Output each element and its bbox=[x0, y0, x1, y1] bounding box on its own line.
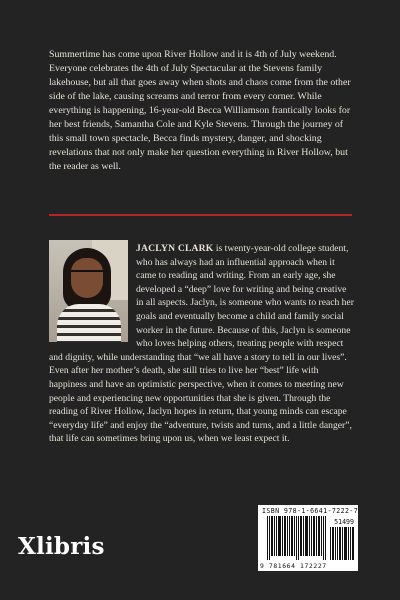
isbn-barcode bbox=[258, 505, 358, 571]
price-addon-bars bbox=[330, 527, 354, 560]
book-blurb: Summertime has come upon River Hollow and it is 4th of July weekend. Everyone celebrates the 4th of July Spectacular at the Stevens family lakehouse, but all that goes away when shots and chaos come from the other side of the lake, causing screams and terror from every corner. While everything is happening, 16-year-old Becca Williamson frantically looks for her best friends, Samantha Cole and Kyle Stevens. Through the journey of this small town spectacle, Becca finds mystery, danger, and shocking revelations that not only make her question everything in River Hollow, but the reader as well. bbox=[49, 49, 351, 172]
price-code: 51499 bbox=[334, 518, 354, 526]
photo-spacer bbox=[49, 242, 128, 345]
red-divider-rule bbox=[49, 214, 352, 216]
barcode-digits: 9 781664 172227 bbox=[260, 562, 327, 570]
ean-barcode-bars bbox=[267, 516, 327, 560]
author-bio bbox=[49, 242, 354, 446]
author-bio-text: is twenty-year-old college student, who has always had an influential approach when it came to reading and writing. From an early age, she developed a “deep” love for writing and being creative in all aspects. Jaclyn, is someone who wants to reach her goals and eventually become a child and family social worker in the future. Because of this, Jaclyn is someone who loves helping others, treating people with respect and dignity, while understanding that “we all have a story to tell in our lives”. Even after her mother’s death, she still tries to live her “best” life with happiness and have an optimistic perspective, when it comes to meeting new people and experiencing new opportunities that she is given. Through the reading of River Hollow, Jaclyn hopes in return, that young minds can escape “everyday life” and enjoy the “adventure, twists and turns, and a little danger”, that life can sometimes bring upon us, when we least expect it. bbox=[49, 243, 354, 445]
author-name: JACLYN CLARK bbox=[136, 243, 214, 254]
publisher-logo: Xlibris bbox=[18, 533, 105, 560]
isbn-label: ISBN 978-1-6641-7222-7 bbox=[262, 507, 359, 515]
